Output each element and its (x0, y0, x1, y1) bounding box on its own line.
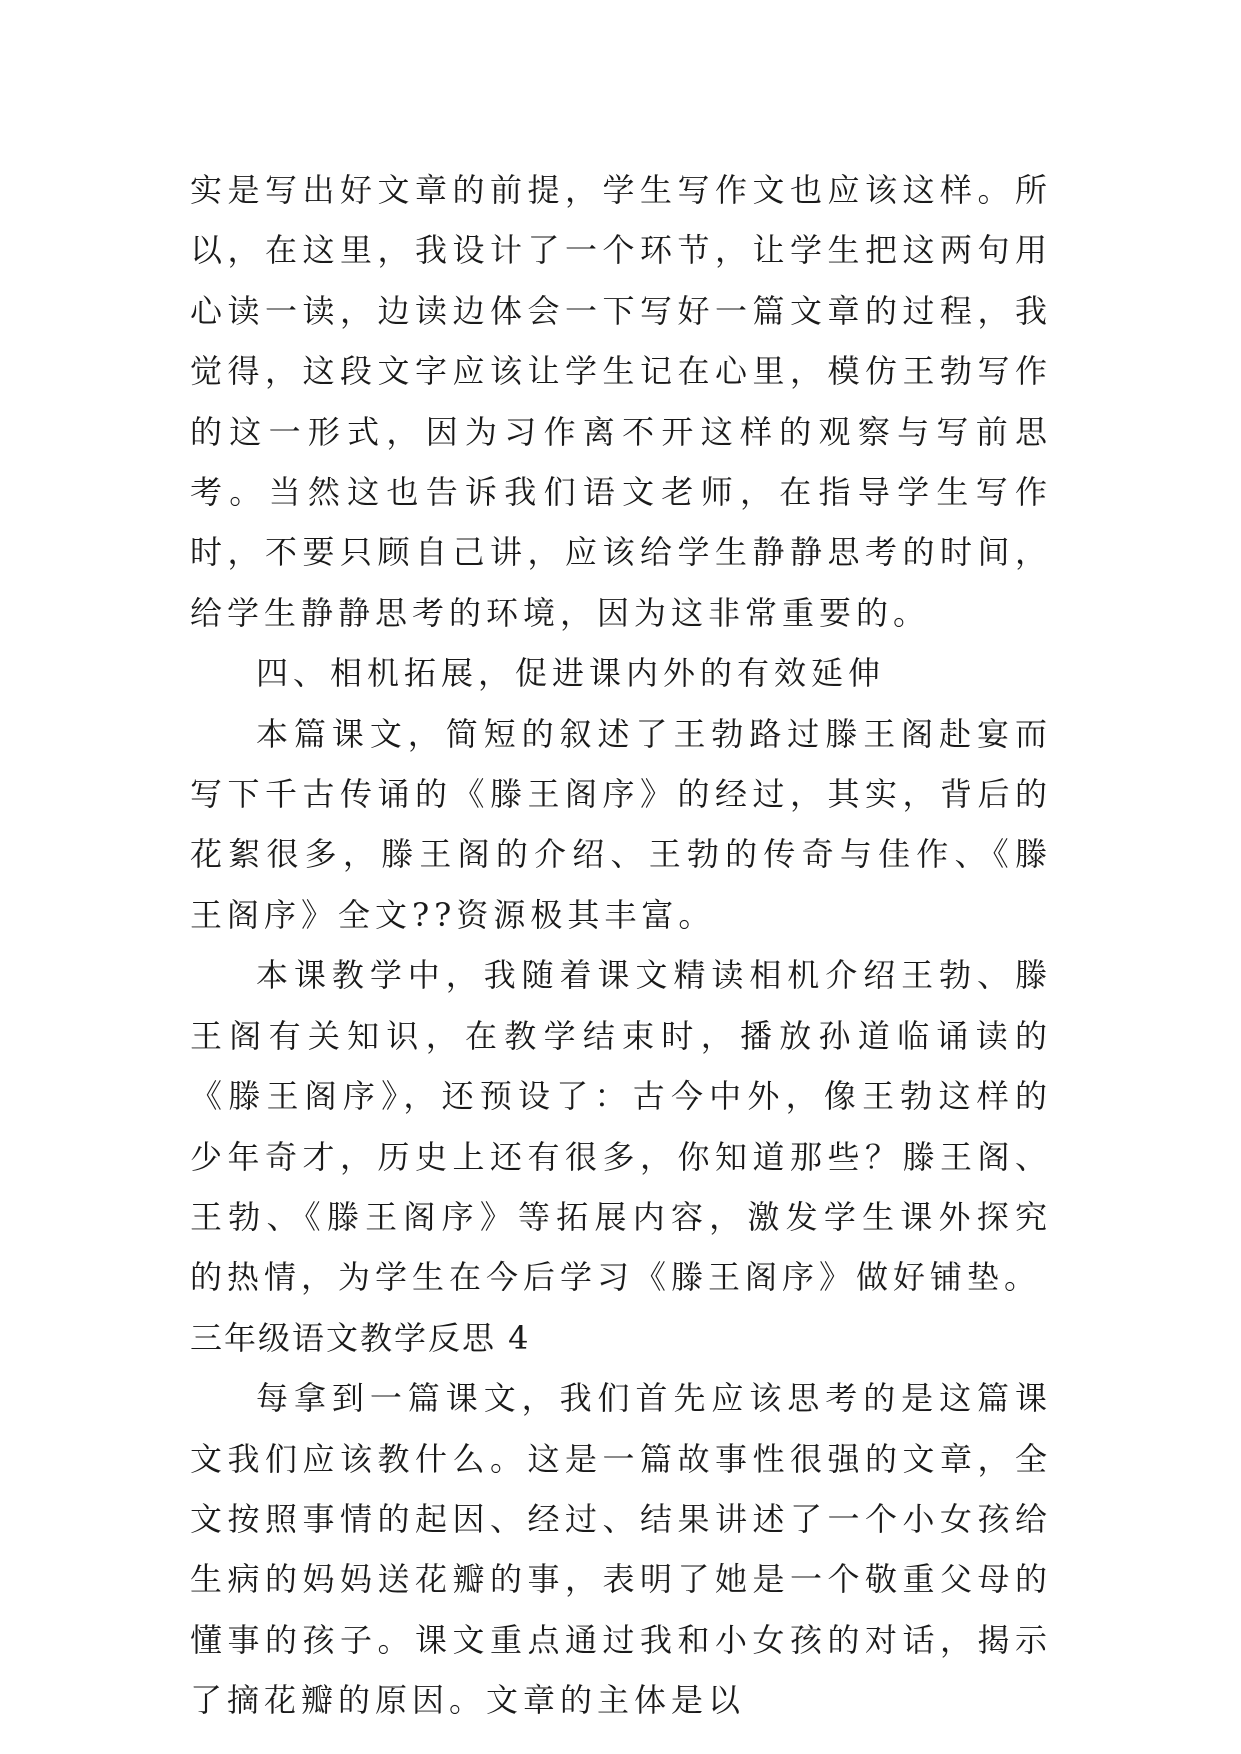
paragraph-continuation: 实是写出好文章的前提，学生写作文也应该这样。所以，在这里，我设计了一个环节，让学生把这两句用心读一读，边读边体会一下写好一篇文章的过程，我觉得，这段文字应该让学生记在心里，模仿王勃写作的这一形式，因为习作离不开这样的观察与写前思考。当然这也告诉我们语文老师，在指导学生写作时，不要只顾自己讲，应该给学生静静思考的时间，给学生静静思考的环境，因为这非常重要的。 (190, 171, 1052, 632)
subheading: 四、相机拓展，促进课内外的有效延伸 (256, 654, 886, 693)
paragraph: 每拿到一篇课文，我们首先应该思考的是这篇课文我们应该教什么。这是一篇故事性很强的文章，全文按照事情的起因、经过、结果讲述了一个小女孩给生病的妈妈送花瓣的事，表明了她是一个敬重父母的懂事的孩子。课文重点通过我和小女孩的对话，揭示了摘花瓣的原因。文章的主体是以 (190, 1379, 1052, 1720)
document-body (190, 160, 1052, 1731)
paragraph: 本课教学中，我随着课文精读相机介绍王勃、滕王阁有关知识，在教学结束时，播放孙道临诵读的《滕王阁序》，还预设了：古今中外，像王勃这样的少年奇才，历史上还有很多，你知道那些？滕王阁、王勃、《滕王阁序》等拓展内容，激发学生课外探究的热情，为学生在今后学习《滕王阁序》做好铺垫。 (190, 956, 1052, 1297)
paragraph: 本篇课文，简短的叙述了王勃路过滕王阁赴宴而写下千古传诵的《滕王阁序》的经过，其实，背后的花絮很多，滕王阁的介绍、王勃的传奇与佳作、《滕王阁序》全文??资源极其丰富。 (190, 714, 1052, 934)
section-title: 三年级语文教学反思 4 (190, 1318, 531, 1357)
